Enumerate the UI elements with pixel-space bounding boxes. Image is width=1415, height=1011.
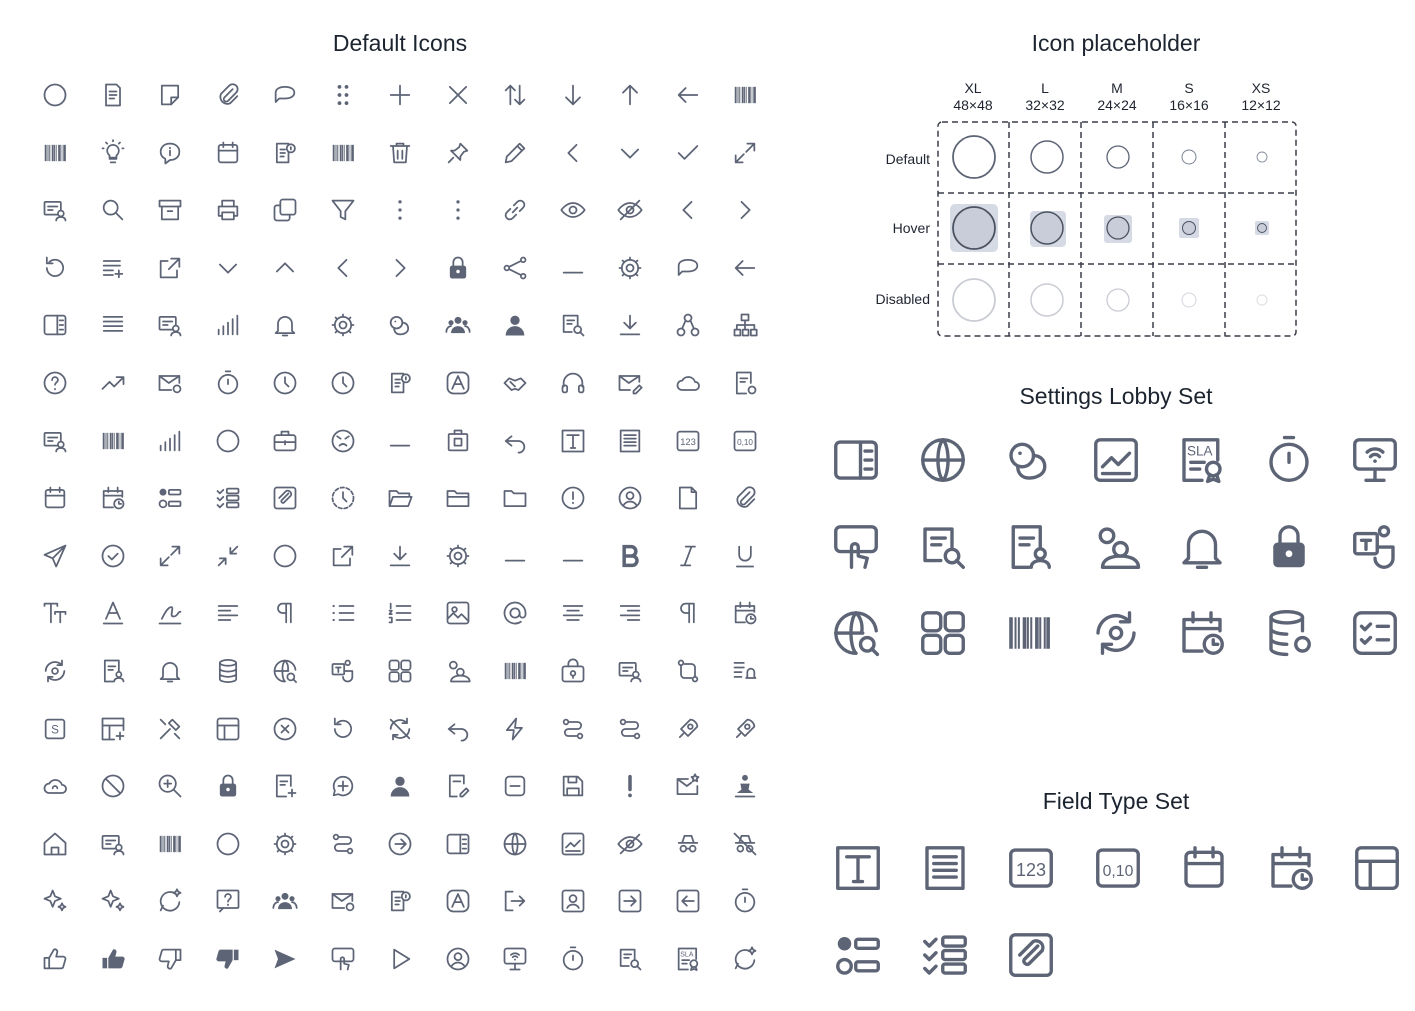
monitor-wifi-icon [1338, 423, 1412, 497]
circle-icon [256, 527, 314, 585]
more-vertical-icon [429, 181, 487, 239]
refresh-icon [26, 239, 84, 297]
placeholder-hover-xl [953, 207, 995, 249]
checklist-icon [908, 918, 982, 992]
font-size-icon [26, 584, 84, 642]
placeholder-hover-xs [1258, 224, 1267, 233]
rich-text-icon [601, 412, 659, 470]
svg-text:S: S [51, 723, 59, 737]
number-icon [659, 412, 717, 470]
list-bell-icon [716, 642, 774, 700]
filter-icon [314, 181, 372, 239]
barcode-icon [716, 66, 774, 124]
user-card-icon [84, 815, 142, 873]
archive-icon [141, 181, 199, 239]
logout-icon [486, 872, 544, 930]
calendar-icon [1167, 831, 1241, 905]
clock-dashed-icon [314, 469, 372, 527]
layout-icon [199, 700, 257, 758]
eye-off-icon [601, 815, 659, 873]
info-bubble-icon [141, 124, 199, 182]
user-gear-icon [1079, 510, 1153, 584]
chevron-left-icon [314, 239, 372, 297]
user-card-icon [26, 412, 84, 470]
stopwatch-icon [199, 354, 257, 412]
align-left-icon [199, 584, 257, 642]
calendar-clock-icon [716, 584, 774, 642]
thumb-down-filled-icon [199, 930, 257, 988]
headset-icon [544, 354, 602, 412]
user-card-icon [601, 642, 659, 700]
play-icon [371, 930, 429, 988]
list-add-icon [84, 239, 142, 297]
comment-sparkle-icon [141, 872, 199, 930]
paragraph-icon [256, 584, 314, 642]
attach-box-icon [994, 918, 1068, 992]
field-type-title: Field Type Set [1042, 788, 1190, 814]
triangle-badge-icon [429, 354, 487, 412]
mail-gear-icon [314, 872, 372, 930]
size-header-m: M 24×24 [1097, 80, 1137, 113]
svg-text:0,10: 0,10 [1102, 862, 1133, 880]
bell-icon [141, 642, 199, 700]
layout-icon [1340, 831, 1414, 905]
thumb-up-filled-icon [84, 930, 142, 988]
external-link-icon [141, 239, 199, 297]
chart-box-icon [544, 815, 602, 873]
expand-icon [716, 124, 774, 182]
users-icon [429, 296, 487, 354]
help-icon [26, 354, 84, 412]
barcode-icon [992, 596, 1066, 670]
bold-icon [601, 527, 659, 585]
svg-text:0,10: 0,10 [737, 437, 753, 447]
stopwatch-icon [716, 872, 774, 930]
lock-box-icon [544, 642, 602, 700]
route-icon [601, 700, 659, 758]
briefcase-icon [256, 412, 314, 470]
check-circle-icon [84, 527, 142, 585]
placeholder-default-s [1182, 150, 1196, 164]
user-doc-icon [84, 642, 142, 700]
state-label-default: Default [885, 151, 930, 167]
help-box-icon [199, 872, 257, 930]
svg-text:123: 123 [1015, 859, 1047, 880]
bar-chart-icon [141, 412, 199, 470]
columns-icon [429, 815, 487, 873]
bolt-icon [486, 700, 544, 758]
triangle-badge-icon [429, 872, 487, 930]
arrow-right-circle-icon [371, 815, 429, 873]
hierarchy-icon [659, 296, 717, 354]
sync-off-icon [371, 700, 429, 758]
user-icon [486, 296, 544, 354]
radio-list-icon [821, 918, 895, 992]
state-label-hover: Hover [892, 220, 930, 236]
bird-icon [371, 296, 429, 354]
circle-icon [26, 66, 84, 124]
chevron-down-icon [199, 239, 257, 297]
chevron-left-icon [659, 181, 717, 239]
sort-icon [486, 66, 544, 124]
radio-list-icon [141, 469, 199, 527]
globe-icon [486, 815, 544, 873]
info-doc-icon [256, 124, 314, 182]
user-card-icon [26, 181, 84, 239]
attach-box-icon [256, 469, 314, 527]
icon-placeholder-title: Icon placeholder [1031, 30, 1201, 56]
thumb-down-icon [141, 930, 199, 988]
info-doc-icon [371, 354, 429, 412]
placeholder-disabled-s [1182, 293, 1196, 307]
cloud-sync-icon [26, 757, 84, 815]
gear-icon [601, 239, 659, 297]
doc-gear-icon [716, 354, 774, 412]
bar-chart-icon [199, 296, 257, 354]
decimal-icon [716, 412, 774, 470]
minus-icon [371, 412, 429, 470]
columns-icon [819, 423, 893, 497]
barcode-icon [486, 642, 544, 700]
refresh-icon [314, 700, 372, 758]
folder-plain-icon [486, 469, 544, 527]
rocket-icon [716, 700, 774, 758]
note-icon [84, 66, 142, 124]
underline-icon [716, 527, 774, 585]
folder-open-icon [371, 469, 429, 527]
spy-off-icon [716, 815, 774, 873]
paragraph-icon [659, 584, 717, 642]
comment-sparkle-icon [716, 930, 774, 988]
wrench-icon [199, 412, 257, 470]
database-icon [199, 642, 257, 700]
minus-icon [486, 527, 544, 585]
placeholder-table [937, 121, 1297, 337]
arrow-left-icon [659, 66, 717, 124]
close-icon [429, 66, 487, 124]
barcode-icon [26, 124, 84, 182]
size-header-l: L 32×32 [1025, 80, 1065, 113]
sticky-note-icon [141, 66, 199, 124]
placeholder-default-l [1031, 141, 1063, 173]
search-doc-icon [906, 510, 980, 584]
arrow-left-icon [716, 239, 774, 297]
placeholder-disabled-l [1031, 284, 1063, 316]
link-icon [486, 181, 544, 239]
eye-off-icon [601, 181, 659, 239]
folder-icon [429, 469, 487, 527]
logout-box-icon [659, 872, 717, 930]
barcode-icon [141, 815, 199, 873]
sparkles-icon [84, 872, 142, 930]
at-icon [486, 584, 544, 642]
user-icon [371, 757, 429, 815]
default-icons-grid [26, 66, 774, 994]
placeholder-default-xl [953, 136, 995, 178]
alert-circle-icon [544, 469, 602, 527]
stopwatch-icon [544, 930, 602, 988]
clock-icon [314, 354, 372, 412]
default-icons-title: Default Icons [332, 30, 468, 56]
comment-add-icon [314, 757, 372, 815]
placeholder-hover-m [1107, 217, 1129, 239]
expand-icon [141, 527, 199, 585]
lock-icon [199, 757, 257, 815]
user-circle-icon [429, 930, 487, 988]
database-gear-icon [1252, 596, 1326, 670]
apps-icon [371, 642, 429, 700]
close-circle-icon [256, 700, 314, 758]
plus-icon [371, 66, 429, 124]
sync-icon [26, 642, 84, 700]
download-icon [601, 296, 659, 354]
image-icon [429, 584, 487, 642]
gear-icon [429, 527, 487, 585]
number-icon [994, 831, 1068, 905]
size-header-xl: XL 48×48 [953, 80, 993, 113]
placeholder-default-xs [1257, 152, 1267, 162]
send-icon [26, 527, 84, 585]
share-icon [486, 239, 544, 297]
org-chart-icon [716, 296, 774, 354]
barcode-icon [314, 124, 372, 182]
size-header-xs: XS 12×12 [1241, 80, 1281, 113]
touch-icon [314, 930, 372, 988]
touch-icon [819, 510, 893, 584]
placeholder-disabled-xs [1257, 295, 1267, 305]
person-meditate-icon [716, 757, 774, 815]
lock-icon [1252, 510, 1326, 584]
bell-icon [1165, 510, 1239, 584]
gear-icon [314, 296, 372, 354]
more-vertical-icon [371, 181, 429, 239]
chevron-right-icon [716, 181, 774, 239]
lightbulb-icon [84, 124, 142, 182]
download-icon [371, 527, 429, 585]
clock-icon [256, 354, 314, 412]
decimal-icon [1081, 831, 1155, 905]
info-doc-icon [371, 872, 429, 930]
chevron-down-icon [601, 124, 659, 182]
mail-edit-icon [601, 354, 659, 412]
collapse-icon [199, 527, 257, 585]
rich-text-icon [908, 831, 982, 905]
calendar-clock-icon [84, 469, 142, 527]
paperclip-icon [199, 66, 257, 124]
lock-icon [429, 239, 487, 297]
font-color-icon [84, 584, 142, 642]
teams-icon [1338, 510, 1412, 584]
users-icon [256, 872, 314, 930]
sparkles-icon [26, 872, 84, 930]
save-icon [544, 757, 602, 815]
pencil-icon [486, 124, 544, 182]
paperclip-icon [716, 469, 774, 527]
arrow-up-icon [601, 66, 659, 124]
globe-icon [906, 423, 980, 497]
stopwatch-icon [1252, 423, 1326, 497]
home-icon [26, 815, 84, 873]
trend-up-icon [84, 354, 142, 412]
thumb-up-icon [26, 930, 84, 988]
list-bullets-icon [314, 584, 372, 642]
route-icon [314, 815, 372, 873]
calendar-icon [199, 124, 257, 182]
mail-star-icon [659, 757, 717, 815]
handshake-icon [486, 354, 544, 412]
eye-icon [544, 181, 602, 239]
user-gear-icon [429, 642, 487, 700]
svg-text:123: 123 [679, 436, 696, 447]
sla-icon [659, 930, 717, 988]
ban-icon [84, 757, 142, 815]
svg-text:SLA: SLA [1186, 443, 1213, 459]
doc-add-icon [256, 757, 314, 815]
checklist-box-icon [1338, 596, 1412, 670]
barcode-icon [84, 412, 142, 470]
trash-icon [371, 124, 429, 182]
wrench-icon [199, 815, 257, 873]
search-icon [84, 181, 142, 239]
calendar-clock-icon [1165, 596, 1239, 670]
chevron-left-icon [544, 124, 602, 182]
user-doc-icon [992, 510, 1066, 584]
placeholder-hover-s [1183, 222, 1196, 235]
undo-icon [486, 412, 544, 470]
arrow-down-icon [544, 66, 602, 124]
minus-box-icon [486, 757, 544, 815]
signature-icon [141, 584, 199, 642]
globe-search-icon [819, 596, 893, 670]
monitor-wifi-icon [486, 930, 544, 988]
placeholder-default-m [1107, 146, 1129, 168]
svg-text:SLA: SLA [679, 951, 693, 959]
route-icon [544, 700, 602, 758]
checklist-icon [199, 469, 257, 527]
rocket-icon [659, 700, 717, 758]
align-center-icon [544, 584, 602, 642]
calendar-icon [26, 469, 84, 527]
gear-icon [256, 815, 314, 873]
bird-icon [992, 423, 1066, 497]
columns-icon [26, 296, 84, 354]
transfer-icon [659, 642, 717, 700]
zoom-in-icon [141, 757, 199, 815]
comment-icon [659, 239, 717, 297]
align-right-icon [601, 584, 659, 642]
copy-icon [256, 181, 314, 239]
spy-icon [659, 815, 717, 873]
user-box-icon [544, 872, 602, 930]
text-field-icon [821, 831, 895, 905]
sync-icon [1079, 596, 1153, 670]
sharepoint-icon [26, 700, 84, 758]
placeholder-disabled-m [1107, 289, 1129, 311]
undo-icon [429, 700, 487, 758]
send-filled-icon [256, 930, 314, 988]
check-icon [659, 124, 717, 182]
exclamation-icon [601, 757, 659, 815]
table-add-icon [84, 700, 142, 758]
bell-icon [256, 296, 314, 354]
box-icon [429, 412, 487, 470]
face-icon [314, 412, 372, 470]
comment-icon [256, 66, 314, 124]
page-icon [659, 469, 717, 527]
cloud-icon [659, 354, 717, 412]
size-header-s: S 16×16 [1169, 80, 1209, 113]
search-doc-icon [601, 930, 659, 988]
pin-icon [429, 124, 487, 182]
external-link-icon [314, 527, 372, 585]
state-label-disabled: Disabled [875, 291, 930, 307]
doc-edit-icon [429, 757, 487, 815]
placeholder-hover-l [1031, 212, 1063, 244]
text-field-icon [544, 412, 602, 470]
minus-icon [544, 239, 602, 297]
placeholder-disabled-xl [953, 279, 995, 321]
globe-search-icon [256, 642, 314, 700]
minus-icon [544, 527, 602, 585]
chevron-right-icon [371, 239, 429, 297]
login-box-icon [601, 872, 659, 930]
mail-gear-icon [141, 354, 199, 412]
lines-icon [84, 296, 142, 354]
user-circle-icon [601, 469, 659, 527]
printer-icon [199, 181, 257, 239]
teams-icon [314, 642, 372, 700]
search-doc-icon [544, 296, 602, 354]
tools-icon [141, 700, 199, 758]
list-numbers-icon [371, 584, 429, 642]
user-card-icon [141, 296, 199, 354]
calendar-clock-icon [1254, 831, 1328, 905]
settings-lobby-title: Settings Lobby Set [1019, 383, 1213, 409]
drag-handle-icon [314, 66, 372, 124]
italic-icon [659, 527, 717, 585]
apps-icon [906, 596, 980, 670]
sla-icon [1165, 423, 1239, 497]
chevron-up-icon [256, 239, 314, 297]
chart-box-icon [1079, 423, 1153, 497]
